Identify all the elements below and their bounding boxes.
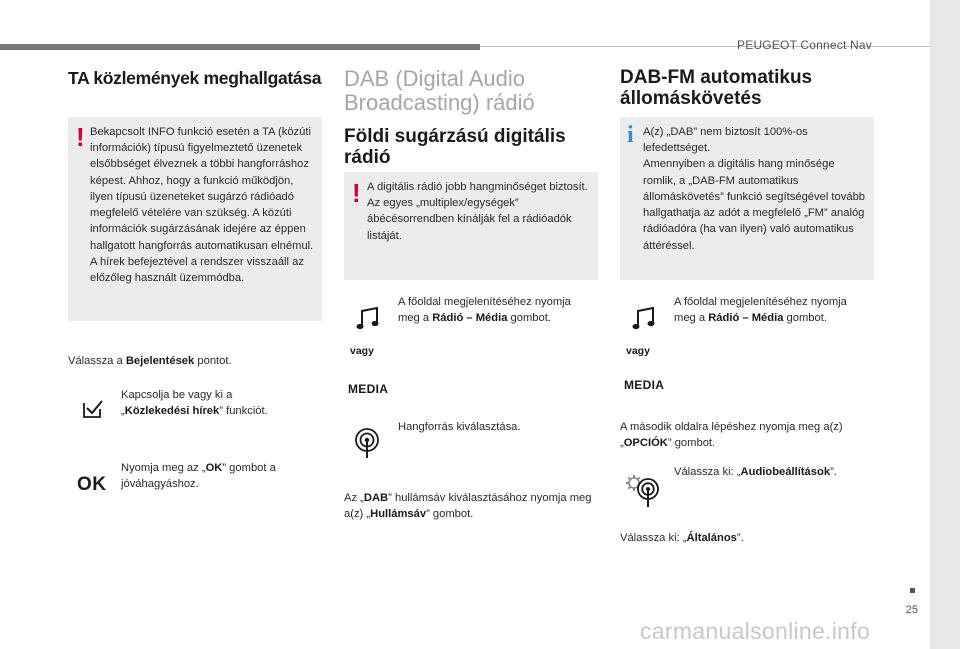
radio-antenna-icon — [352, 427, 382, 459]
header-rule-dark — [0, 44, 480, 50]
info-box-dab-fm — [620, 117, 874, 280]
step-dab-hullamsav: Az „DAB” hullámsáv kiválasztásához nyomja meg a(z) „Hullámsáv” gombot. — [344, 492, 592, 521]
warning-text-dab-1: A digitális rádió jobb hangminőséget biztosít. — [367, 181, 588, 193]
step-altalanos: Válassza ki: „Általános”. — [620, 532, 744, 544]
section-title-dab: DAB (Digital Audio Broadcasting) rádió — [344, 66, 535, 115]
step-hangforras: Hangforrás kiválasztása. — [398, 421, 521, 433]
step-radio-media-2: A főoldal megjelenítéséhez nyomja meg a Rádió – Média gombot. — [674, 296, 847, 325]
info-text-1: A(z) „DAB” nem biztosít 100%-os lefedettséget. — [643, 126, 808, 155]
section-title-ta: TA közlemények meghallgatása — [68, 68, 322, 88]
side-strip — [930, 0, 960, 649]
page-marker — [910, 588, 915, 593]
music-note-icon — [631, 307, 657, 331]
step-radio-media: A főoldal megjelenítéséhez nyomja meg a Rádió – Média gombot. — [398, 296, 571, 325]
warning-text-ta: Bekapcsolt INFO funkció esetén a TA (közúti információk) típusú figyelmeztető üzenetek elsőbbséget élveznek a többi hangforráshoz képest. Ahhoz, hogy a funkció működjön, ilyen típusú üzeneteket sugárzó rádióadó megfelelő vételére van szükség. A közúti információk sugárzásának idejére az éppen hallgatott hangforrás automatikusan elnémul. A hírek befejeztével a rendszer visszaáll az előzőleg használt üzemmódba. — [90, 126, 314, 285]
manual-header-title: PEUGEOT Connect Nav — [737, 38, 872, 52]
warning-box-dab — [344, 172, 598, 280]
warning-box-ta — [68, 117, 322, 321]
step-kozlekedesi-hirek: Kapcsolja be vagy ki a „Közlekedési hírek” funkciót. — [121, 389, 268, 418]
info-icon: i — [627, 122, 634, 148]
step-bejelentesek: Válassza a Bejelentések pontot. — [68, 355, 232, 367]
music-note-icon — [355, 307, 381, 331]
media-button-label: MEDIA — [624, 378, 665, 392]
watermark: carmanualsonline.info — [640, 618, 871, 644]
or-label: vagy — [626, 345, 650, 357]
page-number: 25 — [905, 604, 918, 616]
ok-button-icon: OK — [77, 474, 107, 495]
section-subtitle-foldi: Földi sugárzású digitális rádió — [344, 126, 566, 168]
step-audiobeallitasok: Válassza ki: „Audiobeállítások”. — [674, 466, 837, 478]
step-opciok: A második oldalra lépéshez nyomja meg a(z) „OPCIÓK” gombot. — [620, 421, 843, 450]
warning-text-dab-2: Az egyes „multiplex/egységek” ábécésorrendben kínálják fel a rádióadók listáját. — [367, 197, 572, 242]
step-ok: Nyomja meg az „OK” gombot a jóváhagyáshoz. — [121, 462, 276, 491]
info-text-2: Amennyiben a digitális hang minősége romlik, a „DAB-FM automatikus állomáskövetés” funkció segítségével tovább hallgathatja az adót a megfelelő „FM” analóg rádióadóra (ha van ilyen) való automatikus áttéréssel. — [643, 158, 866, 252]
checkbox-icon — [82, 399, 104, 419]
media-button-label: MEDIA — [348, 382, 389, 396]
warning-icon: ! — [352, 178, 361, 208]
section-title-dab-fm: DAB-FM automatikus állomáskövetés — [620, 67, 813, 109]
or-label: vagy — [350, 345, 374, 357]
warning-icon: ! — [76, 122, 85, 152]
radio-settings-icon — [624, 473, 664, 509]
